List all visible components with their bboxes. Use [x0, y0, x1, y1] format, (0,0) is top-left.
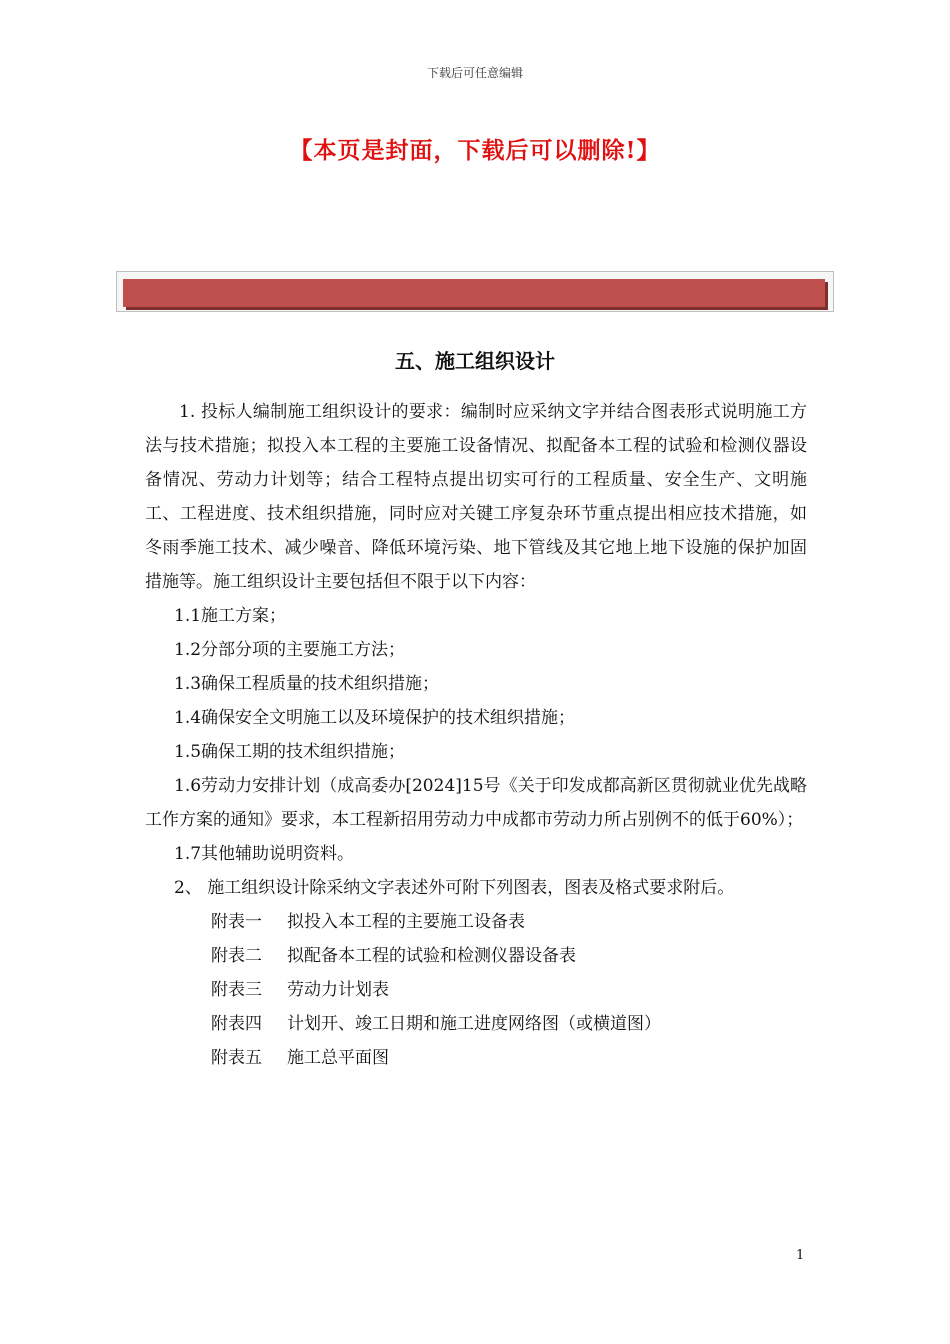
- attachment-label: 附表三: [211, 980, 262, 1000]
- banner-bar: [123, 279, 825, 307]
- list-item: 1.7其他辅助说明资料。: [174, 844, 355, 864]
- attachment-text: 施工总平面图: [287, 1048, 389, 1068]
- list-item: 1.5确保工期的技术组织措施；: [174, 742, 406, 762]
- attachment-label: 附表一: [211, 912, 262, 932]
- attachment-item: [145, 905, 807, 939]
- list-item: 1.3确保工程质量的技术组织措施；: [174, 674, 440, 694]
- point-two: 2、 施工组织设计除采纳文字表述外可附下列图表，图表及格式要求附后。: [174, 878, 735, 898]
- attachment-text: 拟投入本工程的主要施工设备表: [287, 912, 525, 932]
- attachment-text: 劳动力计划表: [287, 980, 389, 1000]
- cover-notice: 【本页是封面，下载后可以删除!】: [289, 137, 661, 164]
- section-title: 五、施工组织设计: [395, 349, 555, 373]
- list-item: 1.6劳动力安排计划（成高委办[2024]15号《关于印发成都高新区贯彻就业优先战略工作方案的通知》要求，本工程新招用劳动力中成都市劳动力所占别例不的低于60%）；: [145, 776, 807, 830]
- header-note: 下载后可任意编辑: [426, 66, 523, 80]
- attachment-label: 附表二: [211, 946, 262, 966]
- attachment-item: [145, 939, 807, 973]
- decorative-banner: [116, 271, 834, 312]
- attachment-label: 附表五: [211, 1048, 262, 1068]
- list-item: 1.4确保安全文明施工以及环境保护的技术组织措施；: [174, 708, 576, 728]
- attachment-item: [145, 973, 807, 1007]
- intro-paragraph: 1. 投标人编制施工组织设计的要求：编制时应采纳文字并结合图表形式说明施工方法与技术措施；拟投入本工程的主要施工设备情况、拟配备本工程的试验和检测仪器设备情况、劳动力计划等；结合工程特点提出切实可行的工程质量、安全生产、文明施工、工程进度、技术组织措施，同时应对关键工序复杂环节重点提出相应技术措施，如冬雨季施工技术、减少噪音、降低环境污染、地下管线及其它地上地下设施的保护加固措施等。施工组织设计主要包括但不限于以下内容：: [145, 402, 807, 592]
- attachment-item: [145, 1041, 807, 1075]
- page-number: 1: [796, 1248, 805, 1263]
- attachment-text: 计划开、竣工日期和施工进度网络图（或横道图）: [287, 1014, 661, 1034]
- list-item: 1.1施工方案；: [174, 606, 287, 626]
- list-item: 1.2分部分项的主要施工方法；: [174, 640, 406, 660]
- attachment-label: 附表四: [211, 1014, 262, 1034]
- attachment-item: [145, 1007, 807, 1041]
- attachment-text: 拟配备本工程的试验和检测仪器设备表: [287, 946, 576, 966]
- document-body: [145, 395, 807, 1075]
